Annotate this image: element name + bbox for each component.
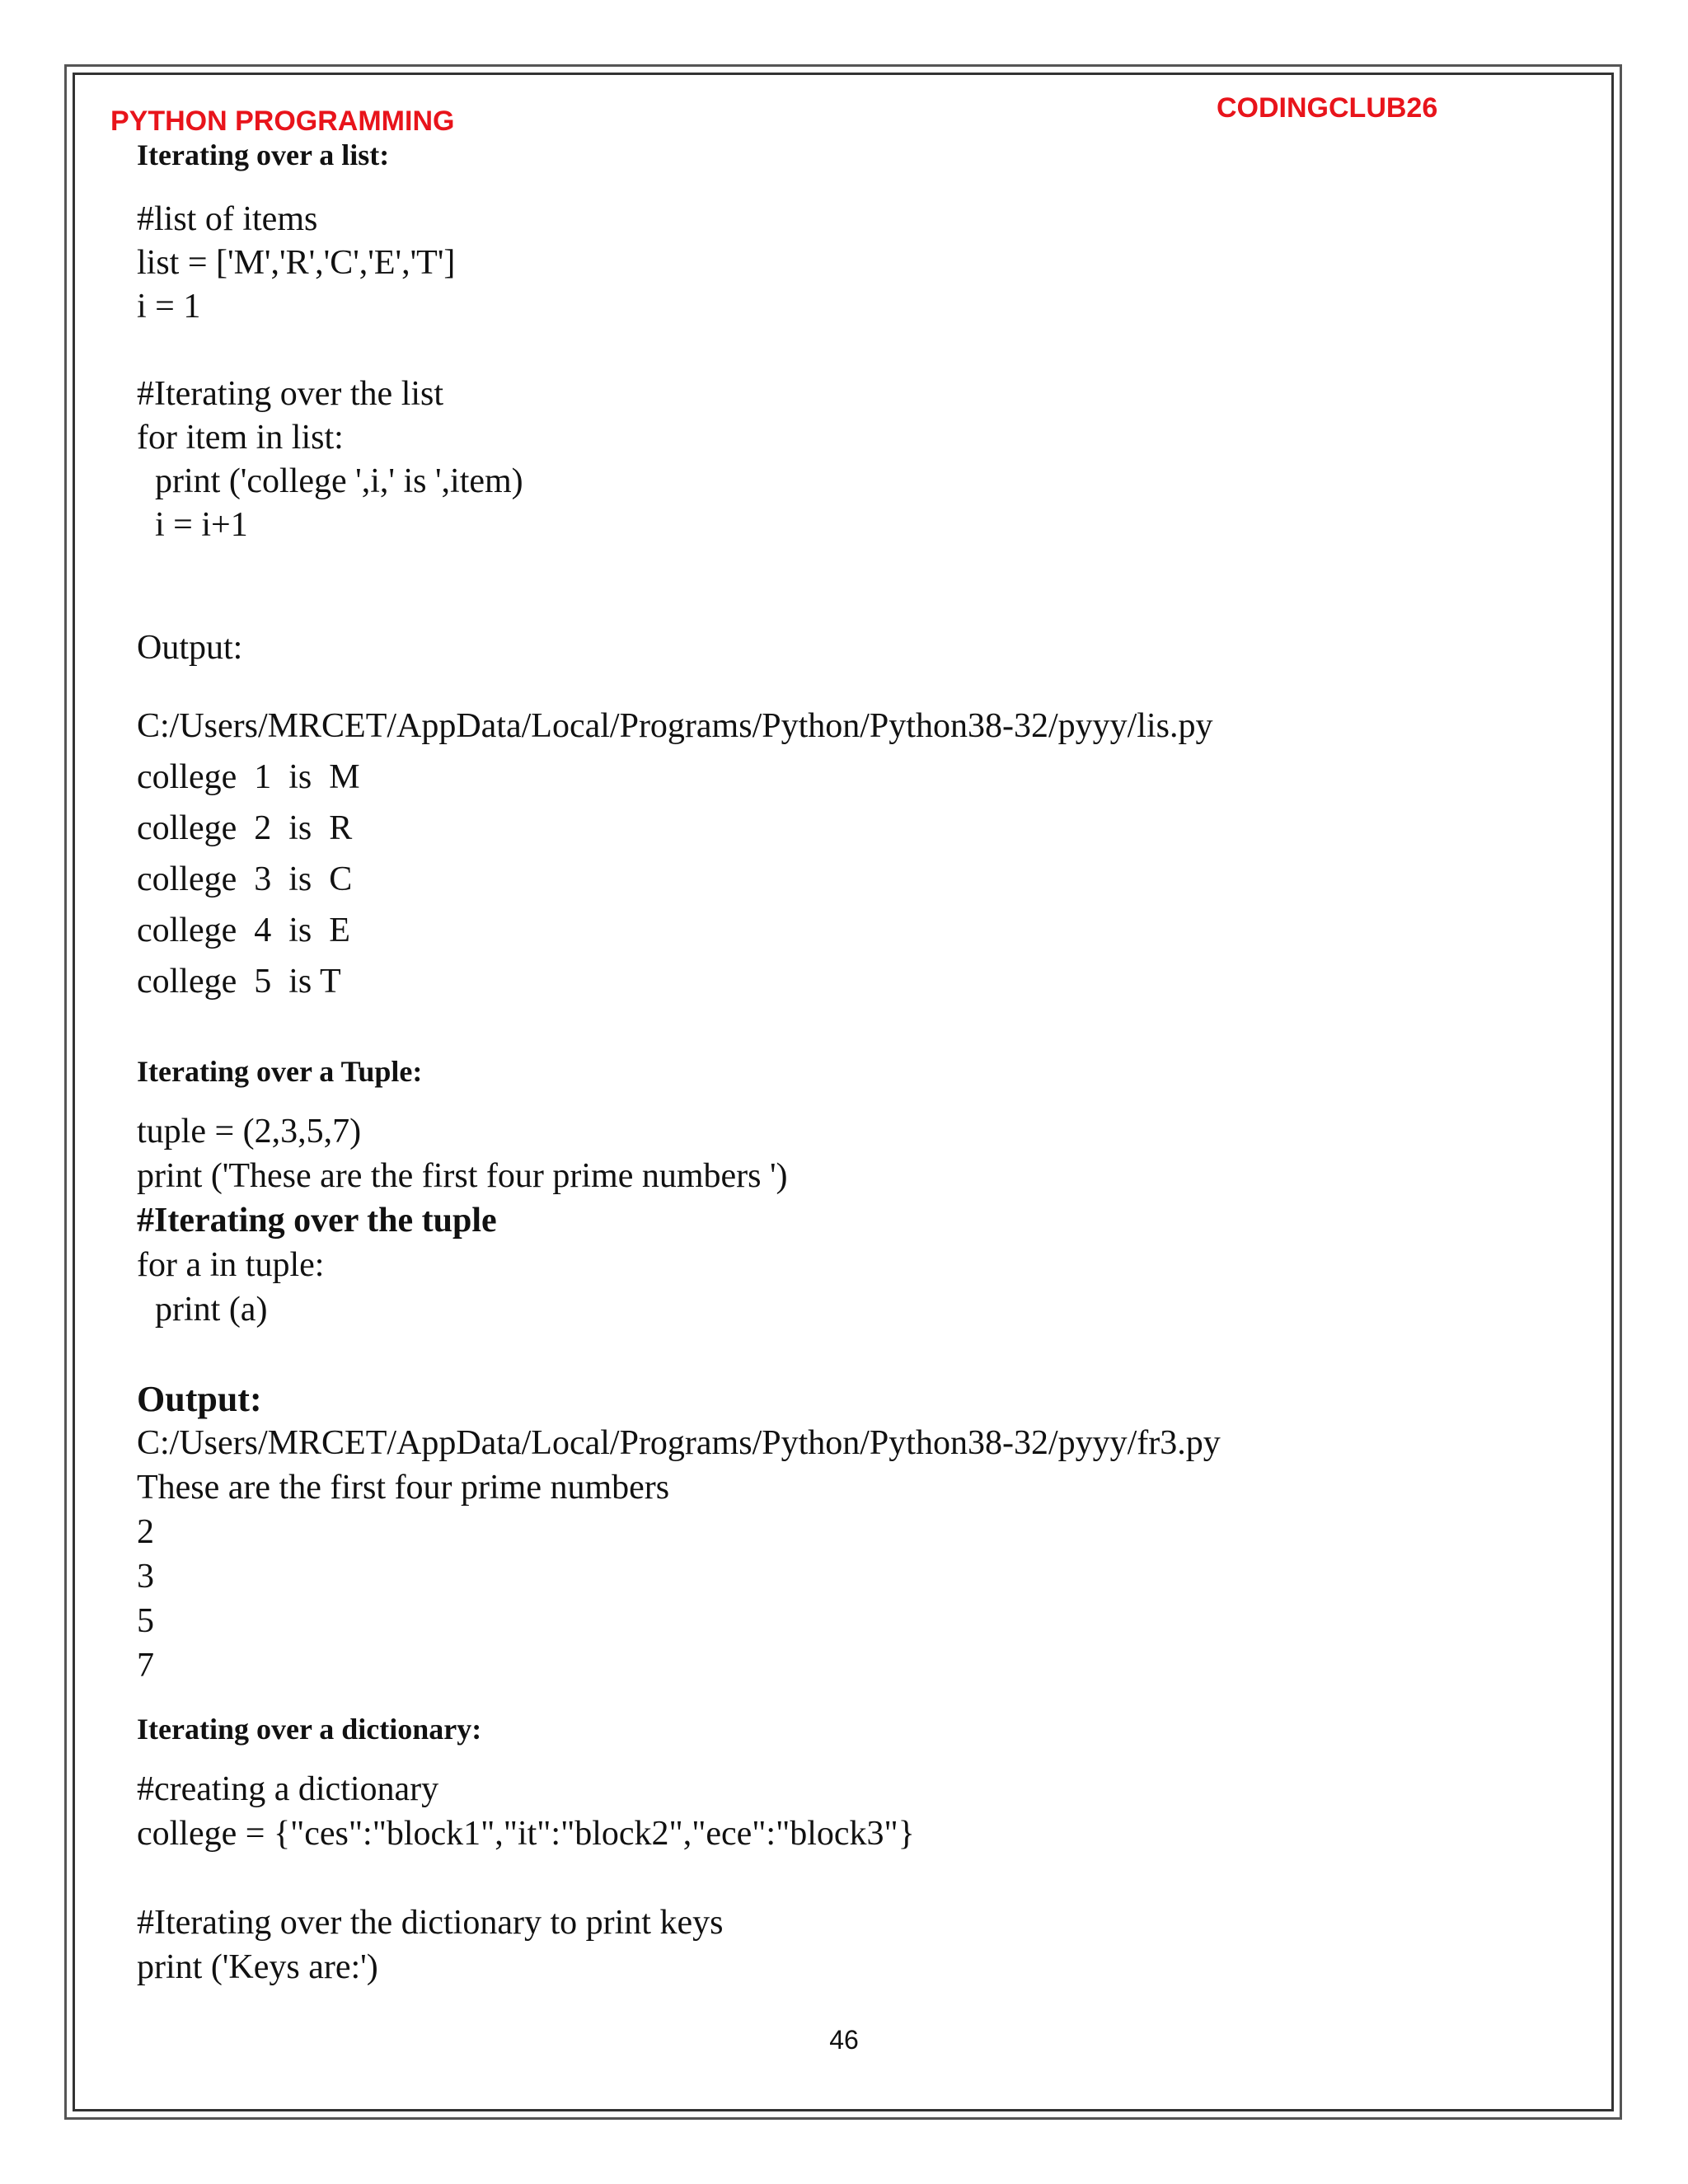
section-heading-tuple: Iterating over a Tuple: [137, 1055, 423, 1088]
code-line: print (a) [155, 1291, 268, 1329]
output-line: college 4 is E [137, 912, 350, 949]
page-number: 46 [829, 2025, 859, 2055]
code-line: i = 1 [137, 288, 201, 326]
code-line: print ('These are the first four prime numbers ') [137, 1157, 788, 1195]
code-comment-bold: #Iterating over the tuple [137, 1202, 497, 1240]
output-line: 2 [137, 1513, 154, 1551]
code-line: #list of items [137, 200, 318, 238]
output-line: college 5 is T [137, 963, 341, 1001]
code-line: print ('Keys are:') [137, 1948, 378, 1986]
code-line: college = {"ces":"block1","it":"block2","ece":"block3"} [137, 1815, 915, 1853]
code-line: print ('college ',i,' is ',item) [155, 462, 523, 500]
header-left-title: PYTHON PROGRAMMING [110, 105, 455, 137]
code-line: for item in list: [137, 419, 344, 457]
output-line: college 2 is R [137, 809, 353, 847]
header-right-title: CODINGCLUB26 [1217, 92, 1438, 124]
code-line: for a in tuple: [137, 1246, 325, 1284]
code-line: list = ['M','R','C','E','T'] [137, 244, 456, 282]
output-label: Output: [137, 1379, 262, 1419]
output-line: 7 [137, 1647, 154, 1685]
output-line: college 1 is M [137, 758, 360, 796]
output-line: 5 [137, 1602, 154, 1640]
code-line: tuple = (2,3,5,7) [137, 1113, 362, 1151]
code-line: #creating a dictionary [137, 1770, 439, 1808]
output-path: C:/Users/MRCET/AppData/Local/Programs/Python/Python38-32/pyyy/fr3.py [137, 1424, 1221, 1462]
section-heading-dictionary: Iterating over a dictionary: [137, 1713, 482, 1746]
output-line: 3 [137, 1558, 154, 1596]
code-line: i = i+1 [155, 506, 248, 544]
output-line: These are the first four prime numbers [137, 1469, 670, 1507]
output-path: C:/Users/MRCET/AppData/Local/Programs/Python/Python38-32/pyyy/lis.py [137, 707, 1213, 745]
output-line: college 3 is C [137, 860, 353, 898]
section-heading-list: Iterating over a list: [137, 138, 390, 171]
code-line: #Iterating over the dictionary to print keys [137, 1904, 724, 1942]
output-label: Output: [137, 629, 243, 667]
code-line: #Iterating over the list [137, 375, 444, 413]
